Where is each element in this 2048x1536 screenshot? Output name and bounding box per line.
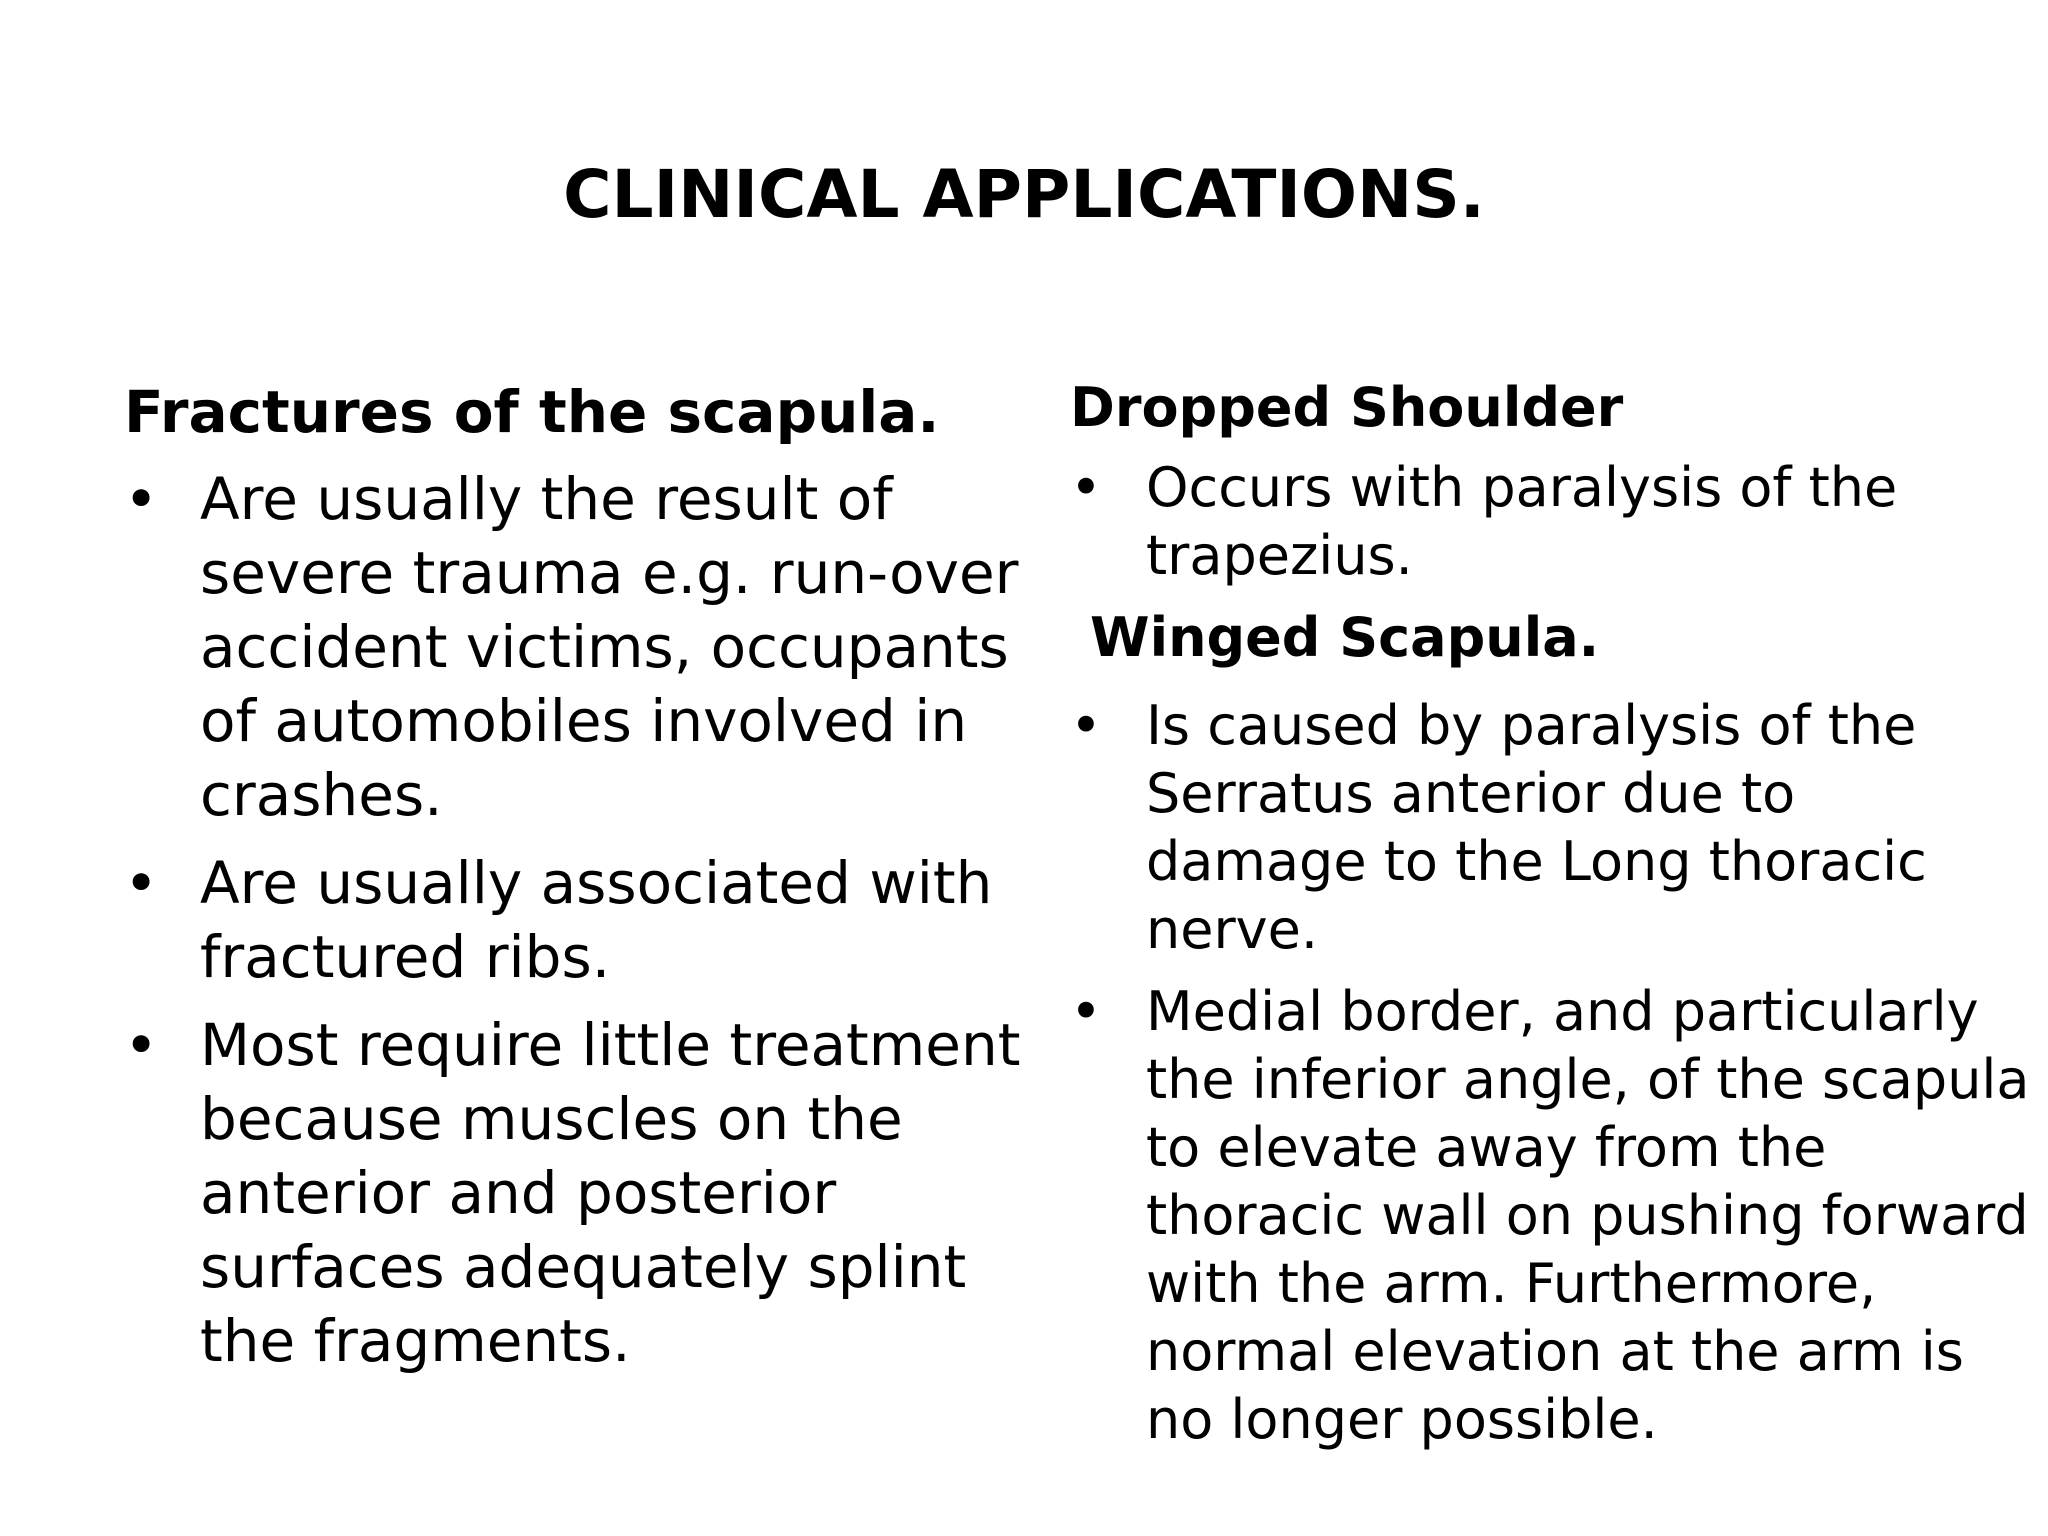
bullet-icon: • — [124, 849, 159, 917]
right-column — [1070, 372, 2030, 1454]
heading-winged-scapula: Winged Scapula. — [1090, 606, 1600, 669]
list-item — [124, 462, 1024, 832]
bullet-text: Occurs with paralysis of the trapezius. — [1146, 456, 1898, 587]
winged-scapula-bullet-list — [1070, 692, 2030, 1454]
bullet-text: Most require little treatment because muscles on the anterior and posterior surfaces adequately splint the fragments. — [200, 1011, 1021, 1375]
heading-dropped-shoulder: Dropped Shoulder — [1070, 376, 1624, 439]
heading-fractures-of-scapula: Fractures of the scapula. — [124, 378, 940, 446]
bullet-text: Are usually associated with fractured ribs. — [200, 849, 993, 991]
dropped-shoulder-bullet-list — [1070, 454, 2030, 590]
list-item — [1070, 978, 2030, 1454]
slide-title: CLINICAL APPLICATIONS. — [563, 156, 1485, 233]
bullet-text: Are usually the result of severe trauma e.g. run-over accident victims, occupants of automobiles involved in crashes. — [200, 465, 1019, 829]
list-item — [124, 846, 1024, 994]
bullet-icon: • — [124, 1011, 159, 1079]
bullet-icon: • — [1070, 456, 1102, 519]
bullet-text: Medial border, and particularly the inferior angle, of the scapula to elevate away from the thoracic wall on pushing forward with the arm. Furthermore, normal elevation at the arm is no longer possible. — [1146, 980, 2030, 1451]
bullet-icon: • — [124, 465, 159, 533]
list-item — [124, 1008, 1024, 1378]
bullet-icon: • — [1070, 694, 1102, 757]
left-column — [124, 372, 1024, 1378]
fractures-bullet-list — [124, 462, 1024, 1378]
list-item — [1070, 454, 2030, 590]
bullet-text: Is caused by paralysis of the Serratus anterior due to damage to the Long thoracic nerve. — [1146, 694, 1927, 961]
bullet-icon: • — [1070, 980, 1102, 1043]
list-item — [1070, 692, 2030, 964]
